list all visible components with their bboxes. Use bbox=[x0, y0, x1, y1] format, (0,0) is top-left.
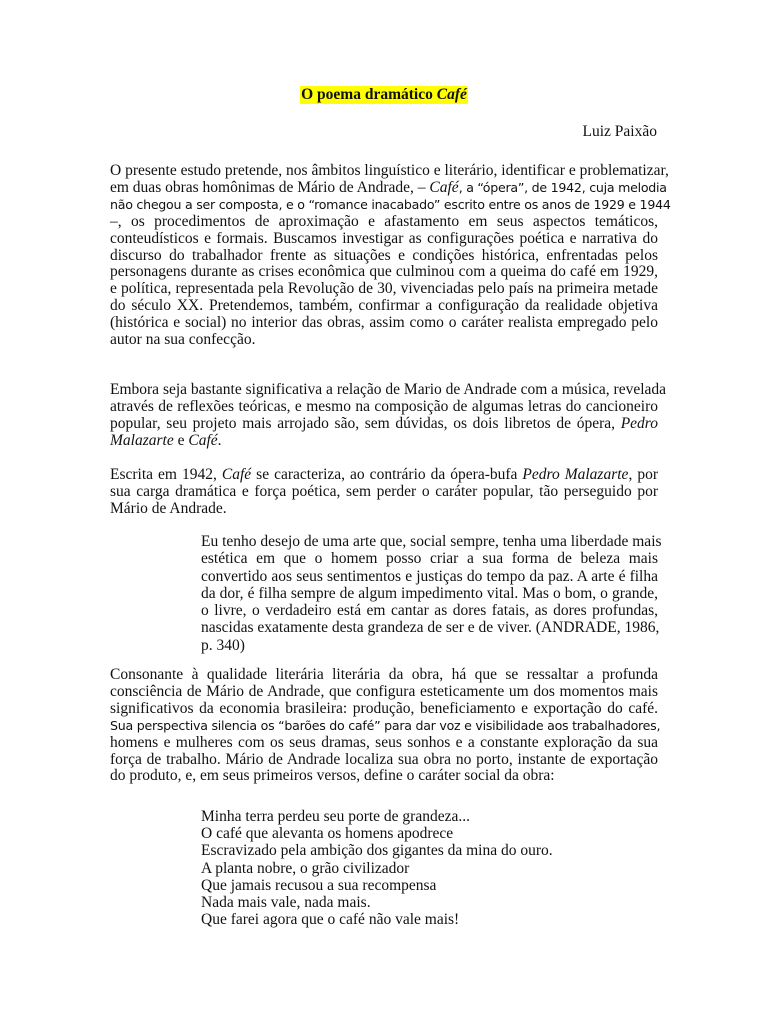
text-span: em duas obras homônimas de Mário de Andrade, – bbox=[110, 178, 430, 196]
text-span: popular, seu projeto mais arrojado são, sem dúvidas, os dois libretos de ópera, bbox=[110, 414, 621, 432]
text-line: significativos da economia brasileira: produção, beneficiamento e exportação do café. bbox=[110, 699, 658, 717]
title-italic-text: Café bbox=[436, 86, 467, 103]
text-line: Mário de Andrade. bbox=[110, 499, 227, 517]
text-line bbox=[110, 178, 667, 197]
text-line bbox=[110, 196, 671, 214]
italic-title-ref: Café bbox=[188, 431, 218, 449]
poem-verse: Escravizado pela ambição dos gigantes da mina do ouro. bbox=[201, 842, 553, 860]
text-line: personagens durante as crises econômica que culminou com a queima do café em 1929, bbox=[110, 263, 658, 281]
quote-line: nascidas exatamente desta grandeza de ser e de viver. (ANDRADE, 1986, bbox=[201, 619, 660, 637]
text-line: força de trabalho. Mário de Andrade localiza sua obra no porto, instante de exportação bbox=[110, 750, 658, 768]
text-span: Sua perspectiva silencia os “barões do café” para dar voz e visibilidade aos trabalhadores, bbox=[110, 717, 661, 733]
text-line bbox=[110, 467, 658, 484]
text-span: , por bbox=[628, 466, 658, 483]
text-line: (histórica e social) no interior das obras, assim como o caráter realista empregado pelo bbox=[110, 314, 658, 332]
text-line: O presente estudo pretende, nos âmbitos linguístico e literário, identificar e problematizar, bbox=[110, 162, 669, 179]
poem-verse: Que farei agora que o café não vale mais! bbox=[201, 911, 460, 929]
paragraph-music bbox=[110, 381, 667, 450]
poem-verse: O café que alevanta os homens apodrece bbox=[201, 825, 454, 843]
author-name: Luiz Paixão bbox=[582, 123, 657, 140]
text-line bbox=[110, 416, 658, 433]
quote-line: Eu tenho desejo de uma arte que, social sempre, tenha uma liberdade mais bbox=[201, 533, 662, 550]
text-line: discurso do trabalhador frente as situações e condições histórica, enfrentadas pelos bbox=[110, 246, 658, 264]
italic-title-ref: Café bbox=[221, 466, 252, 483]
italic-title-ref: Pedro bbox=[620, 414, 658, 432]
text-line: Consonante à qualidade literária literária da obra, há que se ressaltar a profunda bbox=[110, 666, 658, 683]
quote-line: da dor, é filha sempre de algum impedimento vital. Mas o bom, o grande, bbox=[201, 584, 658, 602]
paragraph-written bbox=[110, 467, 658, 518]
text-line: do século XX. Pretendemos, também, confirmar a configuração da realidade objetiva bbox=[110, 297, 658, 315]
text-line: Embora seja bastante significativa a relação de Mario de Andrade com a música, revelada bbox=[110, 381, 667, 398]
title-text: O poema dramático bbox=[301, 86, 437, 103]
text-line: sua carga dramática e força poética, sem perder o caráter popular, tão perseguido por bbox=[110, 482, 658, 500]
poem-excerpt bbox=[201, 808, 553, 928]
text-line: –, os procedimentos de aproximação e afastamento em seus aspectos temáticos, bbox=[110, 212, 658, 230]
text-line: consciência de Mário de Andrade, que configura esteticamente um dos momentos mais bbox=[110, 682, 658, 700]
text-span: Escrita em 1942, bbox=[110, 466, 222, 483]
italic-title-ref: Café bbox=[429, 178, 459, 196]
text-line bbox=[110, 433, 658, 450]
poem-verse: Minha terra perdeu seu porte de grandeza... bbox=[201, 808, 470, 825]
paragraph-consonant bbox=[110, 666, 661, 785]
poem-verse: Que jamais recusou a sua recompensa bbox=[201, 876, 437, 894]
quote-line: estética em que o homem posso criar a sua forma de beleza mais bbox=[201, 550, 658, 568]
quote-line: o livre, o verdadeiro está em cantar as dores fatais, as dores profundas, bbox=[201, 602, 658, 620]
text-line: homens e mulheres com os seus dramas, seus sonhos e a constante exploração da sua bbox=[110, 733, 658, 751]
block-quote bbox=[201, 533, 662, 654]
text-line: através de reflexões teóricas, e mesmo na composição de algumas letras do cancioneiro bbox=[110, 397, 658, 415]
text-line: conteudísticos e formais. Buscamos investigar as configurações poética e narrativa do bbox=[110, 229, 658, 247]
text-line: do produto, e, em seus primeiros versos, define o caráter social da obra: bbox=[110, 767, 555, 785]
text-line: autor na sua confecção. bbox=[110, 331, 256, 349]
poem-verse: A planta nobre, o grão civilizador bbox=[201, 859, 410, 877]
text-line: e política, representada pela Revolução de 30, vivenciadas pelo país na primeira metade bbox=[110, 280, 658, 298]
paragraph-intro bbox=[110, 162, 671, 349]
text-span: e bbox=[173, 431, 189, 449]
italic-title-ref: Pedro Malazarte bbox=[522, 466, 629, 483]
title-container bbox=[0, 86, 768, 104]
text-span: . bbox=[217, 431, 222, 449]
text-span: , a “ópera”, de 1942, cuja melodia bbox=[458, 179, 667, 195]
text-span: não chegou a ser composta, e o “romance inacabado” escrito entre os anos de 1929 e 1944 bbox=[110, 196, 671, 212]
document-title bbox=[300, 86, 468, 104]
quote-line: convertido aos seus sentimentos e justiças do tempo da paz. A arte é filha bbox=[201, 567, 658, 585]
text-span: se caracteriza, ao contrário da ópera-bufa bbox=[251, 466, 523, 483]
italic-title-ref: Malazarte bbox=[110, 431, 174, 449]
quote-line: p. 340) bbox=[201, 636, 245, 654]
poem-verse: Nada mais vale, nada mais. bbox=[201, 894, 371, 912]
text-line bbox=[110, 717, 661, 735]
